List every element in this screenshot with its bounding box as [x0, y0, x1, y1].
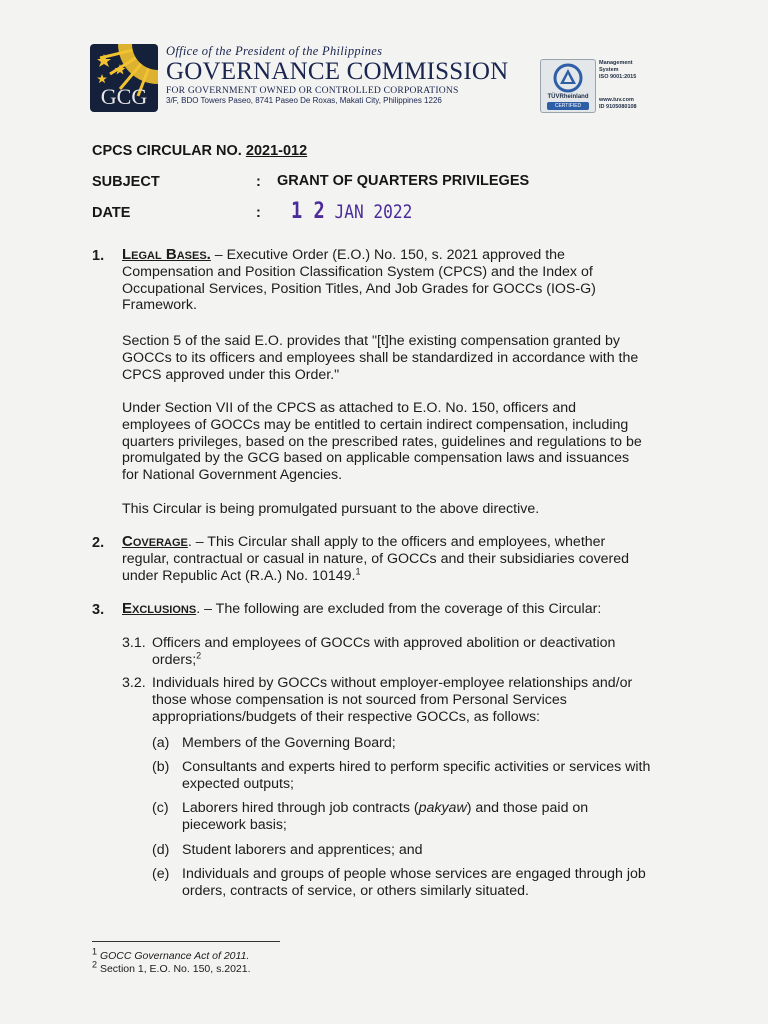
section-1-paragraph-3: Under Section VII of the CPCS as attached to E.O. No. 150, officers and employees of GOCCs may be entitled to certain indirect compensation, including quarters privileges, based on the prescribed rates, guidelines and regulations to be promulgated by the GCG based on applicable compensation laws and issuances for National Government Agencies.: [122, 400, 642, 484]
cert-label: CERTIFIED: [547, 102, 589, 110]
cert-side-3: ISO 9001:2015: [599, 74, 637, 80]
circular-number-row: [92, 143, 307, 159]
footnote-1-mark: 1: [92, 946, 98, 957]
item-d-text: Student laborers and apprentices; and: [182, 842, 423, 858]
commission-title: GOVERNANCE COMMISSION: [166, 58, 509, 85]
item-a-text: Members of the Governing Board;: [182, 735, 396, 751]
section-1-paragraph-2: Section 5 of the said E.O. provides that "[t]he existing compensation granted by GOCCs to its officers and employees shall be standardized in accordance with the CPCS approved under this Order.": [122, 333, 639, 383]
section-3-number: 3.: [92, 602, 105, 618]
circular-label: CPCS CIRCULAR NO.: [92, 143, 242, 159]
tuv-certification-badge: [540, 59, 596, 113]
subject-colon: :: [256, 174, 261, 190]
item-c-italic: pakyaw: [418, 800, 467, 816]
footnote-ref-2[interactable]: 2: [196, 650, 202, 661]
section-1-text-1: – Executive Order (E.O.) No. 150, s. 2021 approved the Compensation and Position Classification System (CPCS) and the Index of Occupational Services, Position Titles, And Job Grades for GOCCs (IOS-G) Framework.: [122, 247, 596, 314]
item-b-label: (b): [152, 759, 170, 775]
subject-value: GRANT OF QUARTERS PRIVILEGES: [277, 173, 530, 189]
date-stamp: [291, 199, 412, 224]
item-3-1-body: Officers and employees of GOCCs with approved abolition or deactivation orders;: [152, 635, 616, 668]
tuv-triangle-icon: [541, 60, 595, 96]
item-3-1-number: 3.1.: [122, 635, 146, 651]
commission-address: 3/F, BDO Towers Paseo, 8741 Paseo De Roxas, Makati City, Philippines 1226: [166, 96, 442, 105]
item-d-label: (d): [152, 842, 170, 858]
item-e-text: Individuals and groups of people whose services are engaged through job orders, contracts of service, or others similarly situated.: [182, 866, 646, 899]
item-a-label: (a): [152, 735, 170, 751]
section-2-text: . – This Circular shall apply to the officers and employees, whether regular, contractual or casual in nature, of GOCCs and their subsidiaries covered under Republic Act (R.A.) No. 10149.: [122, 534, 630, 584]
cert-brand: TÜVRheinland: [547, 94, 589, 100]
footnote-divider: [92, 941, 280, 942]
subject-label: SUBJECT: [92, 174, 160, 190]
item-3-2-number: 3.2.: [122, 675, 146, 691]
date-colon: :: [256, 205, 261, 221]
item-c-text-1: Laborers hired through job contracts (: [182, 800, 419, 816]
gcg-logo: [90, 44, 158, 112]
section-1-paragraph-4: This Circular is being promulgated pursuant to the above directive.: [122, 501, 540, 517]
footnote-2-mark: 2: [92, 959, 98, 970]
footnote-2-text: Section 1, E.O. No. 150, s.2021.: [99, 963, 251, 975]
section-2-number: 2.: [92, 535, 105, 551]
logo-text: GCG: [100, 84, 148, 109]
item-3-2-text: Individuals hired by GOCCs without employer-employee relationships and/or those whose compensation is not sourced from Personal Services appropriations/budgets of their respective GOCCs, as follows:: [152, 675, 633, 725]
date-label: DATE: [92, 205, 131, 221]
office-line: Office of the President of the Philippines: [166, 44, 383, 58]
section-1-paragraph-1: [122, 247, 644, 314]
item-c-label: (c): [152, 800, 169, 816]
section-2-heading: Coverage: [122, 533, 188, 550]
section-1-heading: Legal Bases.: [122, 246, 211, 263]
item-c-text: [182, 800, 652, 834]
section-3-heading: Exclusions: [122, 600, 197, 617]
footnote-ref-1[interactable]: 1: [355, 565, 361, 576]
date-stamp-day: 1 2: [291, 199, 325, 224]
item-b-text: Consultants and experts hired to perform specific activities or services with expected outputs;: [182, 759, 651, 792]
cert-side-4: www.tuv.com: [599, 97, 634, 103]
section-3-text: . – The following are excluded from the coverage of this Circular:: [196, 601, 602, 617]
cert-side-5: ID 9105080108: [599, 104, 637, 110]
date-stamp-month-year: JAN 2022: [334, 201, 413, 223]
footnote-1: [92, 946, 250, 962]
section-3-paragraph: [122, 601, 652, 618]
footnote-1-text: GOCC Governance Act of 2011.: [99, 950, 250, 962]
section-1-number: 1.: [92, 248, 105, 264]
commission-subtitle: FOR GOVERNMENT OWNED OR CONTROLLED CORPORATIONS: [166, 85, 459, 96]
circular-number: 2021-012: [245, 143, 308, 159]
footnote-2: [92, 959, 251, 975]
item-c-text-2: ) and those paid on piecework basis;: [182, 800, 589, 833]
section-2-paragraph: [122, 534, 644, 584]
item-3-1-text: [152, 635, 644, 669]
cert-side-2: System: [599, 67, 619, 73]
cert-side-1: Management: [599, 60, 633, 66]
item-e-label: (e): [152, 866, 170, 882]
